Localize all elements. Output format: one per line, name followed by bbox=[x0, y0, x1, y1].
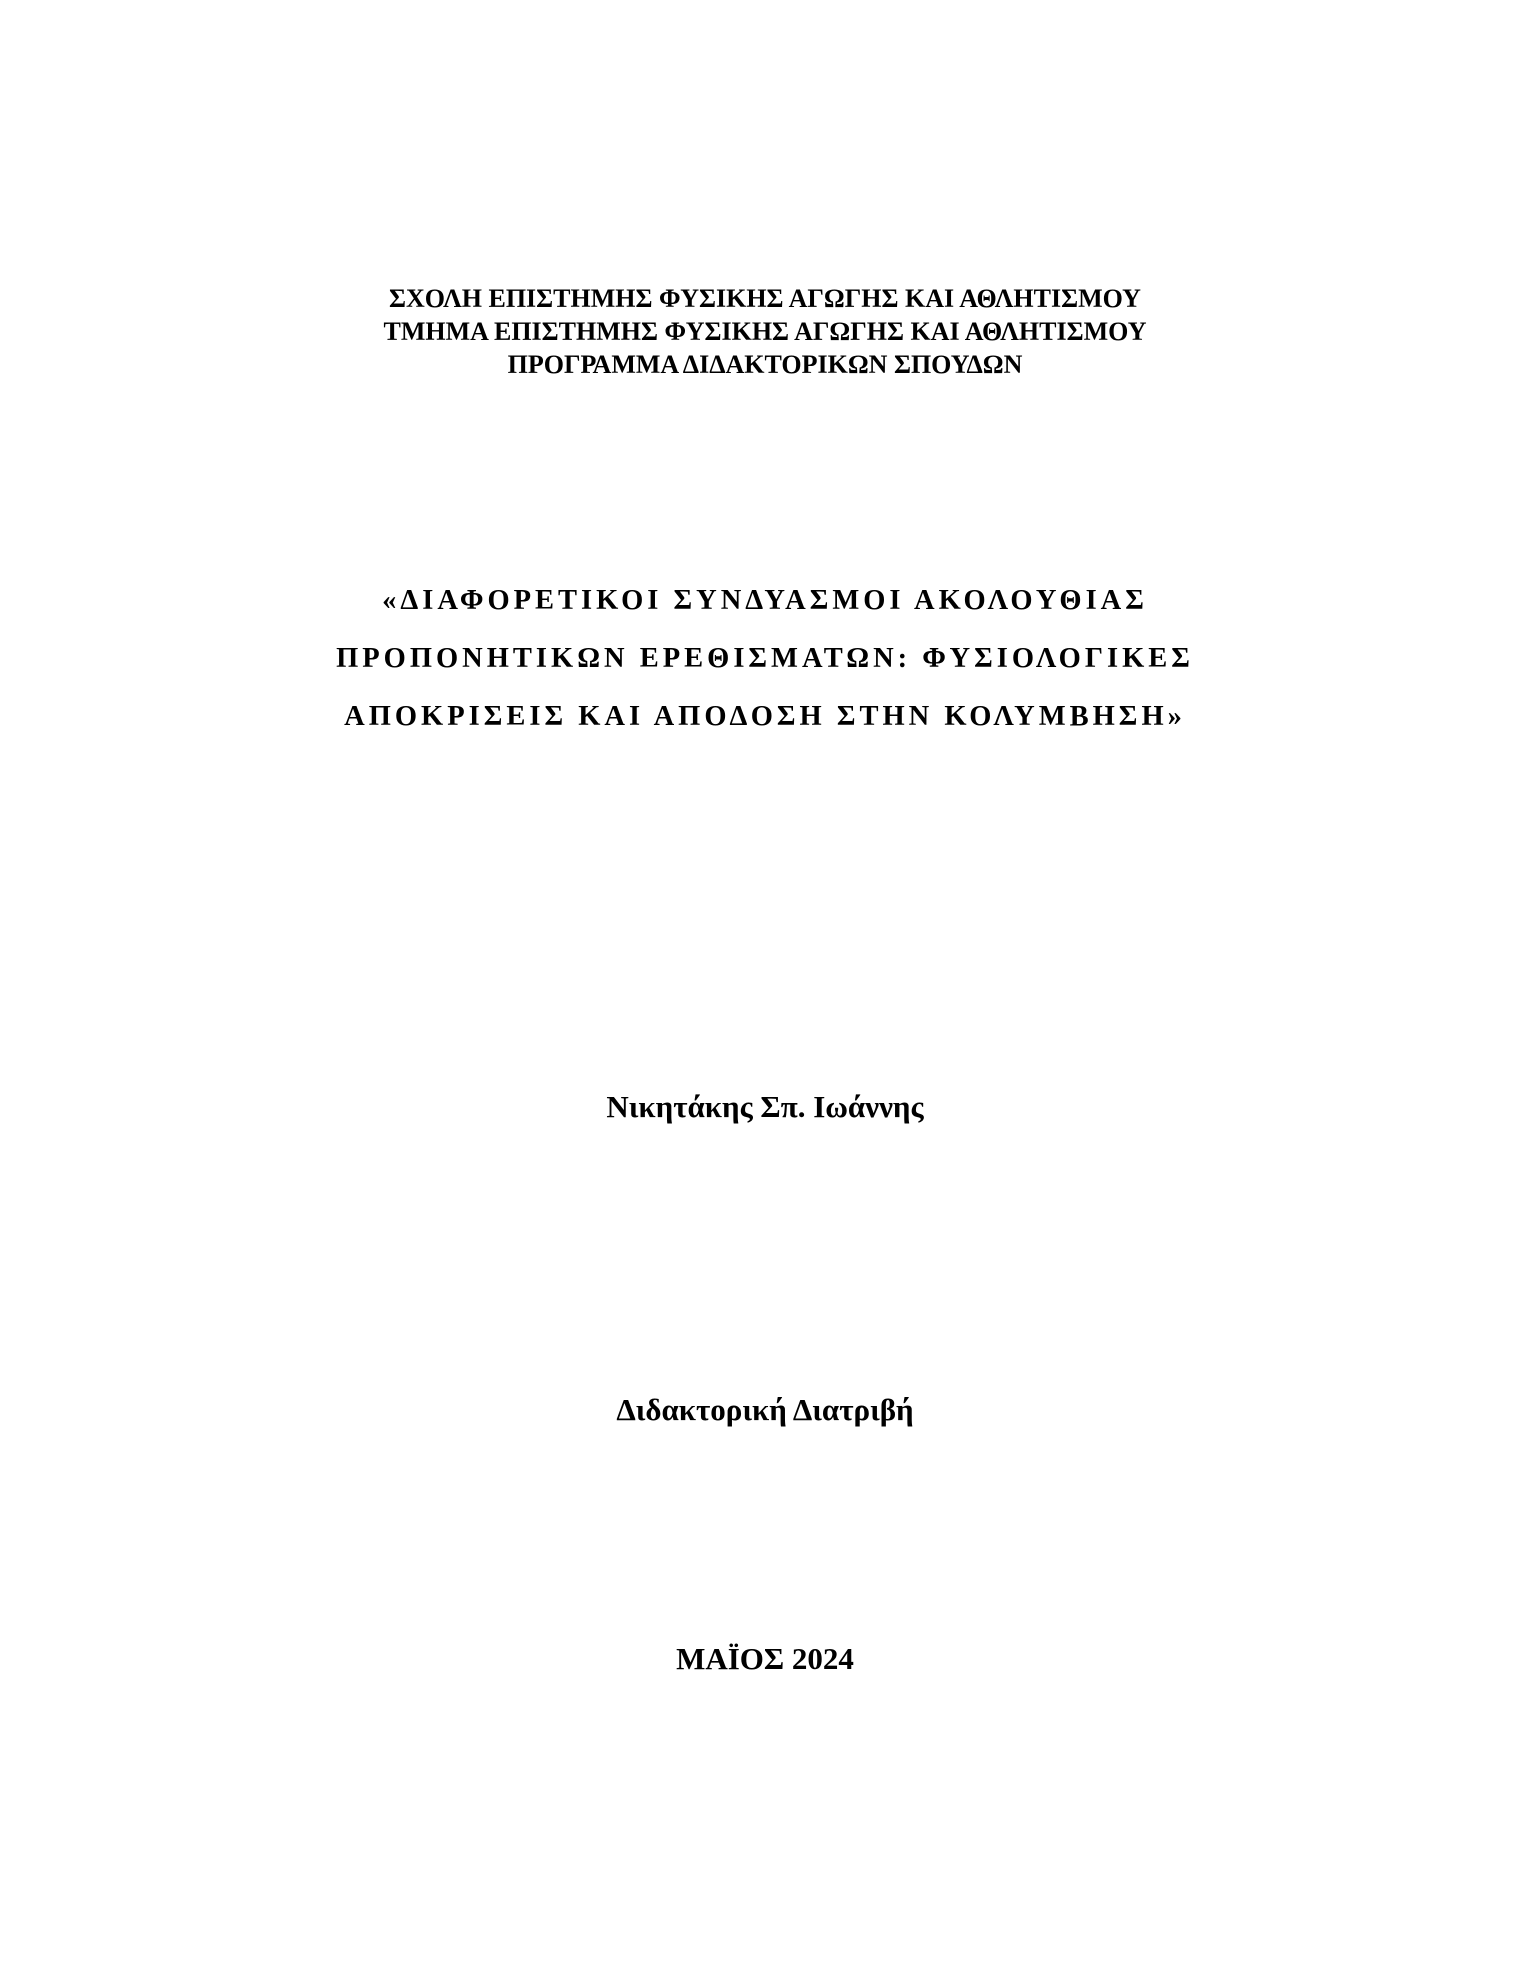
publication-date: ΜΑΪΟΣ 2024 bbox=[676, 1641, 854, 1676]
program-name: ΠΡΟΓΡΑΜΜΑ ΔΙΔΑΚΤΟΡΙΚΩΝ ΣΠΟΥΔΩΝ bbox=[507, 350, 1023, 379]
school-name: ΣΧΟΛΗ ΕΠΙΣΤΗΜΗΣ ΦΥΣΙΚΗΣ ΑΓΩΓΗΣ ΚΑΙ ΑΘΛΗΤΙΣΜΟΥ bbox=[389, 284, 1141, 313]
institution-header bbox=[0, 282, 1530, 381]
thesis-title-line: ΠΡΟΠΟΝΗΤΙΚΩΝ ΕΡΕΘΙΣΜΑΤΩΝ: ΦΥΣΙΟΛΟΓΙΚΕΣ bbox=[336, 643, 1194, 674]
thesis-title-line: ΑΠΟΚΡΙΣΕΙΣ ΚΑΙ ΑΠΟΔΟΣΗ ΣΤΗΝ ΚΟΛΥΜΒΗΣΗ» bbox=[344, 701, 1186, 732]
document-type: Διδακτορική Διατριβή bbox=[616, 1392, 914, 1427]
thesis-title-line: «ΔΙΑΦΟΡΕΤΙΚΟΙ ΣΥΝΔΥΑΣΜΟΙ ΑΚΟΛΟΥΘΙΑΣ bbox=[382, 585, 1148, 616]
thesis-title bbox=[0, 572, 1530, 746]
author-name: Νικητάκης Σπ. Ιωάννης bbox=[606, 1089, 924, 1124]
department-name: ΤΜΗΜΑ ΕΠΙΣΤΗΜΗΣ ΦΥΣΙΚΗΣ ΑΓΩΓΗΣ ΚΑΙ ΑΘΛΗΤΙΣΜΟΥ bbox=[383, 317, 1147, 346]
